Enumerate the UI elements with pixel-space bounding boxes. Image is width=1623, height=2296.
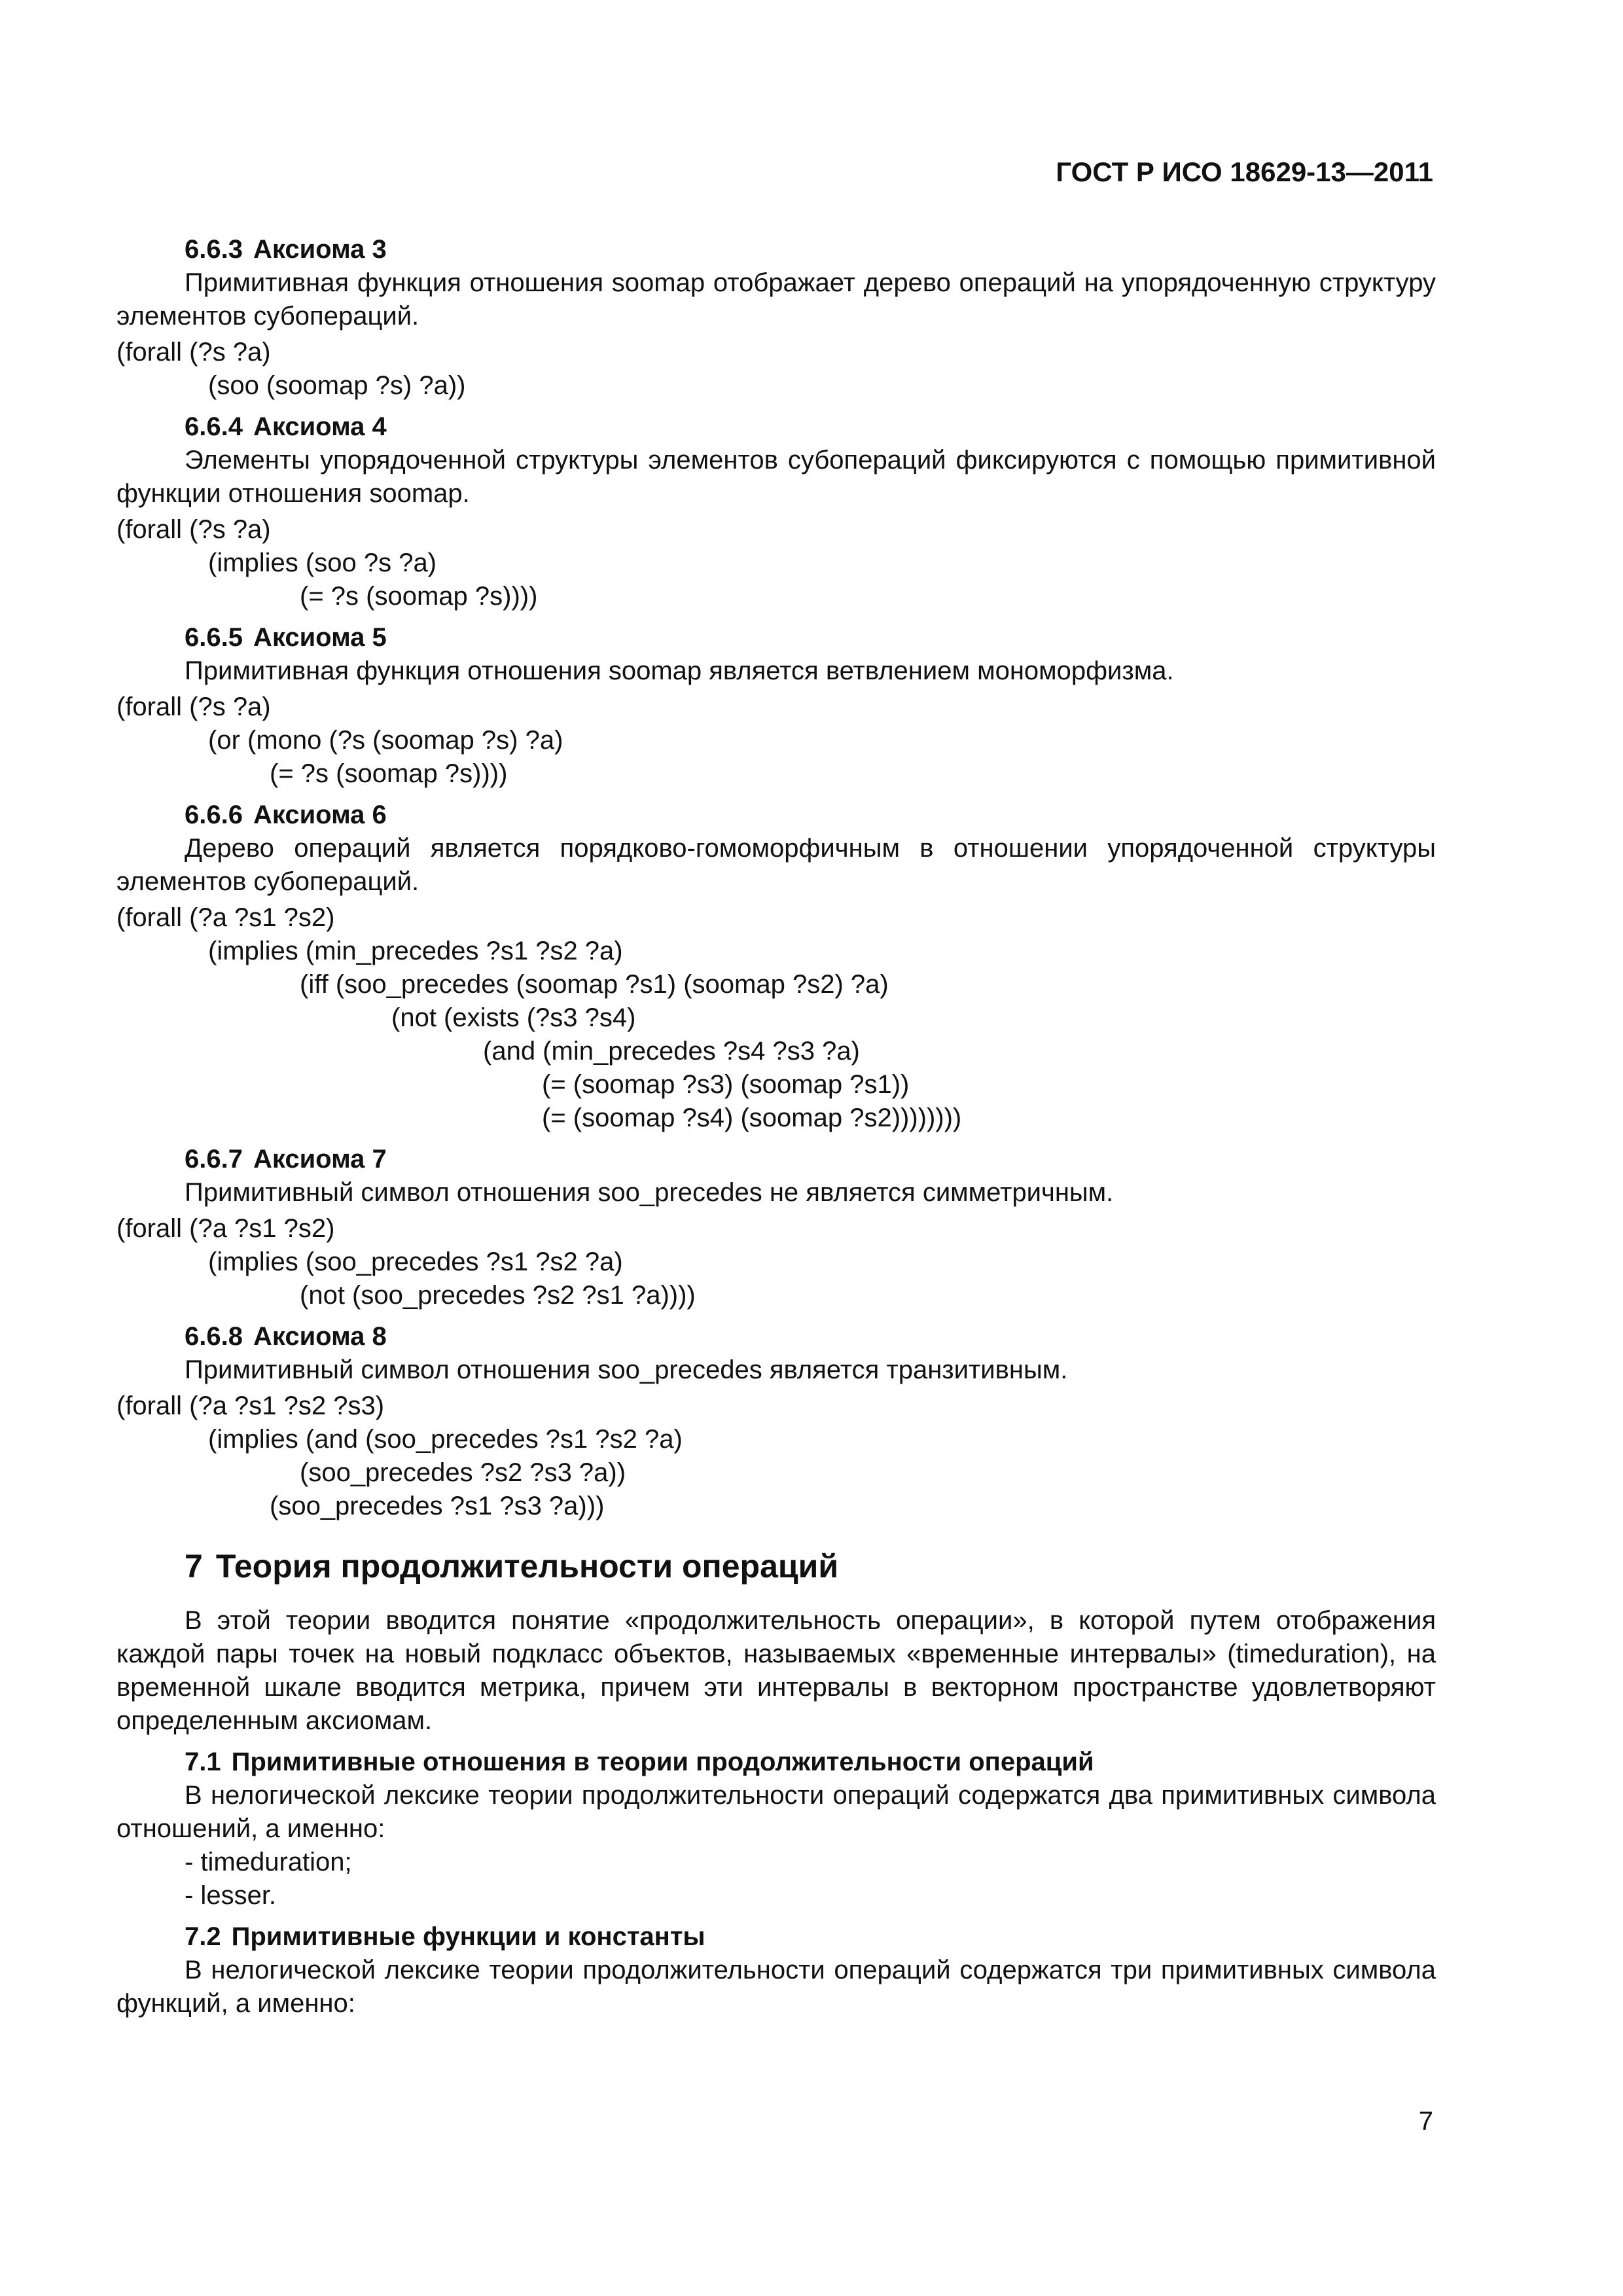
section-heading-7-1	[185, 1746, 1436, 1779]
code-line: (not (exists (?s3 ?s4)	[391, 1003, 636, 1032]
page-content	[116, 233, 1436, 2020]
code-line: (= ?s (soomap ?s))))	[300, 582, 538, 611]
section-text-6-6-8: Примитивный символ отношения soo_precedes является транзитивным.	[185, 1355, 1068, 1384]
chapter-heading-7	[185, 1547, 1436, 1586]
list-item: - timeduration;	[185, 1848, 352, 1876]
section-number: 6.6.7	[185, 1145, 243, 1174]
section-heading-6-6-6	[185, 798, 1436, 832]
code-line: (soo_precedes ?s2 ?s3 ?a))	[300, 1458, 626, 1487]
code-line: (not (soo_precedes ?s2 ?s1 ?a))))	[300, 1281, 696, 1310]
section-number: 6.6.8	[185, 1322, 243, 1351]
chapter-title: Теория продолжительности операций	[215, 1548, 839, 1585]
code-line: (forall (?a ?s1 ?s2)	[116, 903, 335, 932]
section-text-7-2: В нелогической лексике теории продолжительности операций содержатся три примитивных символа функций, а именно:	[116, 1956, 1436, 2018]
section-heading-6-6-7	[185, 1143, 1436, 1176]
section-heading-6-6-3	[185, 233, 1436, 266]
code-line: (or (mono (?s (soomap ?s) ?a)	[208, 726, 563, 755]
code-line: (forall (?a ?s1 ?s2)	[116, 1214, 335, 1243]
section-text-7-1: В нелогической лексике теории продолжительности операций содержатся два примитивных символа отношений, а именно:	[116, 1781, 1436, 1843]
code-line: (= (soomap ?s3) (soomap ?s1))	[542, 1070, 910, 1099]
code-line: (iff (soo_precedes (soomap ?s1) (soomap ?s2) ?a)	[300, 970, 889, 999]
section-title: Примитивные функции и константы	[231, 1922, 705, 1951]
code-line: (implies (min_precedes ?s1 ?s2 ?a)	[208, 937, 623, 965]
code-line: (implies (and (soo_precedes ?s1 ?s2 ?a)	[208, 1425, 683, 1454]
code-line: (forall (?s ?a)	[116, 515, 271, 544]
section-number: 6.6.4	[185, 412, 243, 441]
section-title: Аксиома 6	[253, 800, 387, 829]
section-text-6-6-3: Примитивная функция отношения soomap отображает дерево операций на упорядоченную структуру элементов субопераций.	[116, 268, 1436, 331]
section-heading-7-2	[185, 1920, 1436, 1954]
section-heading-6-6-5	[185, 621, 1436, 655]
section-text-6-6-5: Примитивная функция отношения soomap является ветвлением мономорфизма.	[185, 656, 1174, 685]
standard-header: ГОСТ Р ИСО 18629-13—2011	[1056, 156, 1433, 187]
section-number: 7.1	[185, 1748, 221, 1776]
section-title: Аксиома 4	[253, 412, 387, 441]
section-title: Аксиома 5	[253, 623, 387, 652]
code-line: (forall (?s ?a)	[116, 338, 271, 367]
code-line: (soo (soomap ?s) ?a))	[208, 371, 466, 400]
code-line: (soo_precedes ?s1 ?s3 ?a)))	[270, 1492, 605, 1520]
section-title: Аксиома 7	[253, 1145, 387, 1174]
section-number: 6.6.6	[185, 800, 243, 829]
code-line: (implies (soo_precedes ?s1 ?s2 ?a)	[208, 1247, 623, 1276]
section-heading-6-6-4	[185, 410, 1436, 444]
code-line: (and (min_precedes ?s4 ?s3 ?a)	[483, 1037, 860, 1066]
section-title: Примитивные отношения в теории продолжительности операций	[231, 1748, 1094, 1776]
code-line: (forall (?a ?s1 ?s2 ?s3)	[116, 1391, 385, 1420]
section-number: 6.6.3	[185, 235, 243, 264]
code-line: (implies (soo ?s ?a)	[208, 548, 437, 577]
section-number: 7.2	[185, 1922, 221, 1951]
section-title: Аксиома 3	[253, 235, 387, 264]
section-text-6-6-7: Примитивный символ отношения soo_precedes не является симметричным.	[185, 1178, 1114, 1207]
section-number: 6.6.5	[185, 623, 243, 652]
page-number: 7	[1418, 2107, 1433, 2136]
section-heading-6-6-8	[185, 1320, 1436, 1354]
list-item: - lesser.	[185, 1881, 277, 1910]
code-line: (= (soomap ?s4) (soomap ?s2))))))))	[542, 1103, 962, 1132]
code-line: (= ?s (soomap ?s))))	[270, 759, 508, 788]
section-text-6-6-6: Дерево операций является порядково-гомоморфичным в отношении упорядоченной структуры элементов субопераций.	[116, 834, 1436, 896]
chapter-intro: В этой теории вводится понятие «продолжительность операции», в которой путем отображения каждой пары точек на новый подкласс объектов, называемых «временные интервалы» (timeduration), на временной шкале вводится метрика, причем эти интервалы в векторном пространстве удовлетворяют определенным аксиомам.	[116, 1606, 1436, 1735]
chapter-number: 7	[185, 1548, 203, 1585]
section-text-6-6-4: Элементы упорядоченной структуры элементов субопераций фиксируются с помощью примитивной функции отношения soomap.	[116, 446, 1436, 508]
section-title: Аксиома 8	[253, 1322, 387, 1351]
code-line: (forall (?s ?a)	[116, 692, 271, 721]
